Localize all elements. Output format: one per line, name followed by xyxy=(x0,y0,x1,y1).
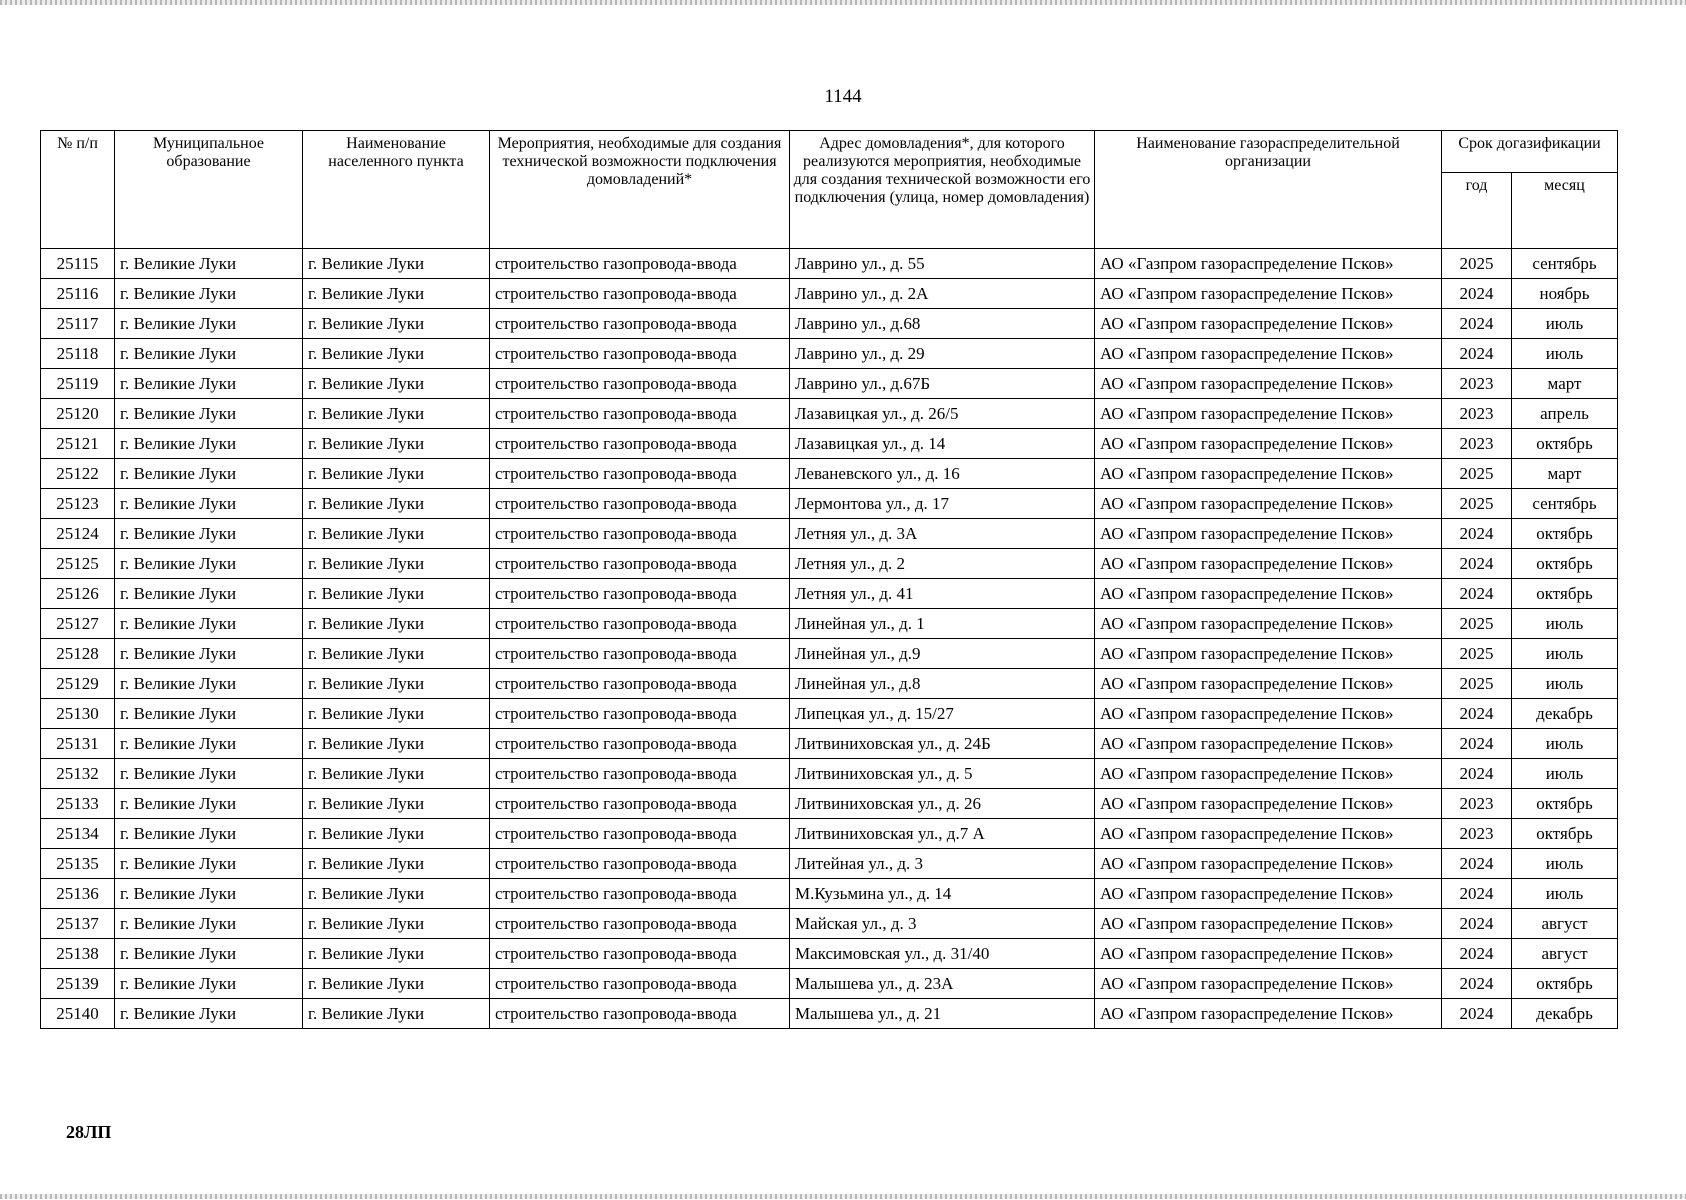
cell-month: сентябрь xyxy=(1512,489,1618,519)
table-row xyxy=(41,519,1618,549)
header-measures: Мероприятия, необходимые для создания технической возможности подключения домовладений* xyxy=(490,131,790,249)
cell-year: 2024 xyxy=(1442,279,1512,309)
cell-month: март xyxy=(1512,459,1618,489)
cell-num: 25126 xyxy=(41,579,115,609)
cell-settlement: г. Великие Луки xyxy=(303,729,490,759)
cell-settlement: г. Великие Луки xyxy=(303,339,490,369)
cell-settlement: г. Великие Луки xyxy=(303,279,490,309)
table-row xyxy=(41,309,1618,339)
cell-measures: строительство газопровода-ввода xyxy=(490,699,790,729)
cell-municipality: г. Великие Луки xyxy=(115,579,303,609)
cell-num: 25118 xyxy=(41,339,115,369)
cell-year: 2023 xyxy=(1442,399,1512,429)
cell-num: 25116 xyxy=(41,279,115,309)
top-scan-edge xyxy=(0,0,1686,5)
cell-municipality: г. Великие Луки xyxy=(115,399,303,429)
cell-measures: строительство газопровода-ввода xyxy=(490,339,790,369)
cell-num: 25119 xyxy=(41,369,115,399)
cell-measures: строительство газопровода-ввода xyxy=(490,909,790,939)
cell-year: 2024 xyxy=(1442,999,1512,1029)
cell-month: октябрь xyxy=(1512,969,1618,999)
cell-settlement: г. Великие Луки xyxy=(303,399,490,429)
cell-organization: АО «Газпром газораспределение Псков» xyxy=(1095,459,1442,489)
cell-measures: строительство газопровода-ввода xyxy=(490,789,790,819)
cell-month: июль xyxy=(1512,669,1618,699)
cell-year: 2025 xyxy=(1442,669,1512,699)
table-row xyxy=(41,639,1618,669)
header-municipality: Муниципальное образование xyxy=(115,131,303,249)
table-row xyxy=(41,249,1618,279)
cell-settlement: г. Великие Луки xyxy=(303,639,490,669)
cell-year: 2024 xyxy=(1442,309,1512,339)
cell-year: 2023 xyxy=(1442,429,1512,459)
cell-address: Малышева ул., д. 23А xyxy=(790,969,1095,999)
cell-address: Лаврино ул., д.67Б xyxy=(790,369,1095,399)
table-row xyxy=(41,669,1618,699)
cell-measures: строительство газопровода-ввода xyxy=(490,549,790,579)
cell-measures: строительство газопровода-ввода xyxy=(490,489,790,519)
cell-municipality: г. Великие Луки xyxy=(115,489,303,519)
cell-address: Литвиниховская ул., д. 24Б xyxy=(790,729,1095,759)
cell-settlement: г. Великие Луки xyxy=(303,759,490,789)
table-row xyxy=(41,429,1618,459)
cell-num: 25132 xyxy=(41,759,115,789)
table-row xyxy=(41,549,1618,579)
cell-num: 25140 xyxy=(41,999,115,1029)
cell-organization: АО «Газпром газораспределение Псков» xyxy=(1095,909,1442,939)
cell-organization: АО «Газпром газораспределение Псков» xyxy=(1095,429,1442,459)
cell-year: 2025 xyxy=(1442,459,1512,489)
cell-year: 2024 xyxy=(1442,579,1512,609)
cell-municipality: г. Великие Луки xyxy=(115,909,303,939)
table-row xyxy=(41,489,1618,519)
cell-month: июль xyxy=(1512,309,1618,339)
cell-municipality: г. Великие Луки xyxy=(115,999,303,1029)
cell-address: Летняя ул., д. 41 xyxy=(790,579,1095,609)
cell-measures: строительство газопровода-ввода xyxy=(490,579,790,609)
cell-num: 25129 xyxy=(41,669,115,699)
cell-municipality: г. Великие Луки xyxy=(115,789,303,819)
cell-address: Малышева ул., д. 21 xyxy=(790,999,1095,1029)
cell-month: ноябрь xyxy=(1512,279,1618,309)
cell-measures: строительство газопровода-ввода xyxy=(490,459,790,489)
cell-address: Лермонтова ул., д. 17 xyxy=(790,489,1095,519)
cell-municipality: г. Великие Луки xyxy=(115,339,303,369)
cell-organization: АО «Газпром газораспределение Псков» xyxy=(1095,789,1442,819)
cell-year: 2023 xyxy=(1442,789,1512,819)
cell-municipality: г. Великие Луки xyxy=(115,939,303,969)
cell-municipality: г. Великие Луки xyxy=(115,309,303,339)
cell-measures: строительство газопровода-ввода xyxy=(490,279,790,309)
cell-address: Липецкая ул., д. 15/27 xyxy=(790,699,1095,729)
cell-month: декабрь xyxy=(1512,699,1618,729)
cell-address: Максимовская ул., д. 31/40 xyxy=(790,939,1095,969)
cell-organization: АО «Газпром газораспределение Псков» xyxy=(1095,579,1442,609)
header-num: № п/п xyxy=(41,131,115,249)
cell-address: Лаврино ул., д. 2А xyxy=(790,279,1095,309)
cell-municipality: г. Великие Луки xyxy=(115,759,303,789)
cell-municipality: г. Великие Луки xyxy=(115,549,303,579)
cell-month: декабрь xyxy=(1512,999,1618,1029)
table-row xyxy=(41,879,1618,909)
cell-address: Летняя ул., д. 2 xyxy=(790,549,1095,579)
cell-measures: строительство газопровода-ввода xyxy=(490,669,790,699)
cell-municipality: г. Великие Луки xyxy=(115,879,303,909)
cell-municipality: г. Великие Луки xyxy=(115,639,303,669)
cell-month: июль xyxy=(1512,849,1618,879)
cell-organization: АО «Газпром газораспределение Псков» xyxy=(1095,639,1442,669)
cell-measures: строительство газопровода-ввода xyxy=(490,249,790,279)
cell-num: 25124 xyxy=(41,519,115,549)
cell-settlement: г. Великие Луки xyxy=(303,699,490,729)
cell-address: Литвиниховская ул., д.7 А xyxy=(790,819,1095,849)
cell-organization: АО «Газпром газораспределение Псков» xyxy=(1095,699,1442,729)
table-row xyxy=(41,579,1618,609)
cell-settlement: г. Великие Луки xyxy=(303,309,490,339)
cell-organization: АО «Газпром газораспределение Псков» xyxy=(1095,849,1442,879)
table-row xyxy=(41,339,1618,369)
cell-municipality: г. Великие Луки xyxy=(115,669,303,699)
cell-organization: АО «Газпром газораспределение Псков» xyxy=(1095,519,1442,549)
cell-municipality: г. Великие Луки xyxy=(115,969,303,999)
cell-year: 2024 xyxy=(1442,549,1512,579)
table-body xyxy=(41,249,1618,1029)
table-header xyxy=(41,131,1618,249)
cell-municipality: г. Великие Луки xyxy=(115,849,303,879)
cell-organization: АО «Газпром газораспределение Псков» xyxy=(1095,939,1442,969)
bottom-scan-edge xyxy=(0,1194,1686,1199)
cell-year: 2025 xyxy=(1442,489,1512,519)
header-year: год xyxy=(1442,173,1512,249)
cell-address: Литвиниховская ул., д. 26 xyxy=(790,789,1095,819)
cell-measures: строительство газопровода-ввода xyxy=(490,639,790,669)
cell-organization: АО «Газпром газораспределение Псков» xyxy=(1095,309,1442,339)
cell-address: Лазавицкая ул., д. 26/5 xyxy=(790,399,1095,429)
cell-num: 25127 xyxy=(41,609,115,639)
cell-measures: строительство газопровода-ввода xyxy=(490,519,790,549)
cell-measures: строительство газопровода-ввода xyxy=(490,819,790,849)
cell-municipality: г. Великие Луки xyxy=(115,699,303,729)
cell-month: июль xyxy=(1512,609,1618,639)
cell-month: сентябрь xyxy=(1512,249,1618,279)
cell-address: Лаврино ул., д. 55 xyxy=(790,249,1095,279)
cell-year: 2024 xyxy=(1442,879,1512,909)
cell-organization: АО «Газпром газораспределение Псков» xyxy=(1095,879,1442,909)
cell-num: 25136 xyxy=(41,879,115,909)
cell-year: 2024 xyxy=(1442,519,1512,549)
cell-settlement: г. Великие Луки xyxy=(303,999,490,1029)
cell-year: 2023 xyxy=(1442,819,1512,849)
footer-code: 28ЛП xyxy=(66,1122,112,1142)
cell-year: 2024 xyxy=(1442,729,1512,759)
header-organization: Наименование газораспределительной организации xyxy=(1095,131,1442,249)
cell-measures: строительство газопровода-ввода xyxy=(490,939,790,969)
cell-address: Линейная ул., д.9 xyxy=(790,639,1095,669)
cell-measures: строительство газопровода-ввода xyxy=(490,849,790,879)
cell-num: 25115 xyxy=(41,249,115,279)
cell-address: Лаврино ул., д.68 xyxy=(790,309,1095,339)
cell-num: 25139 xyxy=(41,969,115,999)
table-row xyxy=(41,729,1618,759)
cell-month: апрель xyxy=(1512,399,1618,429)
cell-month: июль xyxy=(1512,729,1618,759)
cell-address: Литвиниховская ул., д. 5 xyxy=(790,759,1095,789)
cell-month: октябрь xyxy=(1512,819,1618,849)
header-address: Адрес домовладения*, для которого реализуются мероприятия, необходимые для создания технической возможности его подключения (улица, номер домовладения) xyxy=(790,131,1095,249)
cell-month: октябрь xyxy=(1512,579,1618,609)
cell-year: 2024 xyxy=(1442,939,1512,969)
table-row xyxy=(41,909,1618,939)
cell-address: Литейная ул., д. 3 xyxy=(790,849,1095,879)
cell-municipality: г. Великие Луки xyxy=(115,279,303,309)
cell-organization: АО «Газпром газораспределение Псков» xyxy=(1095,999,1442,1029)
cell-address: Линейная ул., д. 1 xyxy=(790,609,1095,639)
cell-measures: строительство газопровода-ввода xyxy=(490,399,790,429)
table-row xyxy=(41,699,1618,729)
cell-organization: АО «Газпром газораспределение Псков» xyxy=(1095,279,1442,309)
cell-organization: АО «Газпром газораспределение Псков» xyxy=(1095,729,1442,759)
cell-organization: АО «Газпром газораспределение Псков» xyxy=(1095,609,1442,639)
cell-settlement: г. Великие Луки xyxy=(303,459,490,489)
cell-year: 2024 xyxy=(1442,759,1512,789)
cell-settlement: г. Великие Луки xyxy=(303,429,490,459)
cell-measures: строительство газопровода-ввода xyxy=(490,609,790,639)
cell-num: 25123 xyxy=(41,489,115,519)
cell-num: 25138 xyxy=(41,939,115,969)
cell-municipality: г. Великие Луки xyxy=(115,249,303,279)
cell-num: 25137 xyxy=(41,909,115,939)
table-row xyxy=(41,849,1618,879)
cell-num: 25134 xyxy=(41,819,115,849)
cell-settlement: г. Великие Луки xyxy=(303,489,490,519)
table-row xyxy=(41,609,1618,639)
cell-municipality: г. Великие Луки xyxy=(115,729,303,759)
cell-address: Летняя ул., д. 3А xyxy=(790,519,1095,549)
cell-year: 2025 xyxy=(1442,609,1512,639)
cell-measures: строительство газопровода-ввода xyxy=(490,429,790,459)
cell-month: октябрь xyxy=(1512,429,1618,459)
cell-municipality: г. Великие Луки xyxy=(115,819,303,849)
cell-year: 2024 xyxy=(1442,909,1512,939)
page-number: 1144 xyxy=(824,86,862,107)
cell-organization: АО «Газпром газораспределение Псков» xyxy=(1095,549,1442,579)
cell-municipality: г. Великие Луки xyxy=(115,609,303,639)
cell-settlement: г. Великие Луки xyxy=(303,819,490,849)
cell-settlement: г. Великие Луки xyxy=(303,519,490,549)
cell-settlement: г. Великие Луки xyxy=(303,909,490,939)
cell-settlement: г. Великие Луки xyxy=(303,879,490,909)
cell-municipality: г. Великие Луки xyxy=(115,369,303,399)
cell-organization: АО «Газпром газораспределение Псков» xyxy=(1095,969,1442,999)
cell-municipality: г. Великие Луки xyxy=(115,519,303,549)
cell-num: 25120 xyxy=(41,399,115,429)
cell-measures: строительство газопровода-ввода xyxy=(490,369,790,399)
cell-num: 25121 xyxy=(41,429,115,459)
table-row xyxy=(41,999,1618,1029)
cell-num: 25125 xyxy=(41,549,115,579)
cell-measures: строительство газопровода-ввода xyxy=(490,879,790,909)
cell-month: октябрь xyxy=(1512,549,1618,579)
cell-measures: строительство газопровода-ввода xyxy=(490,729,790,759)
cell-settlement: г. Великие Луки xyxy=(303,789,490,819)
header-settlement: Наименование населенного пункта xyxy=(303,131,490,249)
cell-measures: строительство газопровода-ввода xyxy=(490,969,790,999)
cell-municipality: г. Великие Луки xyxy=(115,429,303,459)
gasification-table xyxy=(40,130,1618,1029)
cell-settlement: г. Великие Луки xyxy=(303,249,490,279)
cell-settlement: г. Великие Луки xyxy=(303,669,490,699)
cell-address: М.Кузьмина ул., д. 14 xyxy=(790,879,1095,909)
table-row xyxy=(41,969,1618,999)
table-row xyxy=(41,459,1618,489)
cell-organization: АО «Газпром газораспределение Псков» xyxy=(1095,399,1442,429)
cell-address: Майская ул., д. 3 xyxy=(790,909,1095,939)
cell-year: 2025 xyxy=(1442,639,1512,669)
cell-num: 25122 xyxy=(41,459,115,489)
cell-month: июль xyxy=(1512,879,1618,909)
cell-settlement: г. Великие Луки xyxy=(303,849,490,879)
table-row xyxy=(41,369,1618,399)
cell-organization: АО «Газпром газораспределение Псков» xyxy=(1095,339,1442,369)
cell-settlement: г. Великие Луки xyxy=(303,369,490,399)
cell-month: октябрь xyxy=(1512,789,1618,819)
cell-settlement: г. Великие Луки xyxy=(303,609,490,639)
cell-address: Лаврино ул., д. 29 xyxy=(790,339,1095,369)
cell-settlement: г. Великие Луки xyxy=(303,969,490,999)
cell-num: 25135 xyxy=(41,849,115,879)
table-row xyxy=(41,759,1618,789)
cell-measures: строительство газопровода-ввода xyxy=(490,309,790,339)
cell-num: 25117 xyxy=(41,309,115,339)
cell-year: 2025 xyxy=(1442,249,1512,279)
cell-month: октябрь xyxy=(1512,519,1618,549)
table-row xyxy=(41,399,1618,429)
cell-month: июль xyxy=(1512,339,1618,369)
cell-organization: АО «Газпром газораспределение Псков» xyxy=(1095,249,1442,279)
cell-month: июль xyxy=(1512,639,1618,669)
cell-month: август xyxy=(1512,939,1618,969)
cell-organization: АО «Газпром газораспределение Псков» xyxy=(1095,489,1442,519)
cell-settlement: г. Великие Луки xyxy=(303,549,490,579)
cell-measures: строительство газопровода-ввода xyxy=(490,759,790,789)
table-row xyxy=(41,279,1618,309)
cell-month: март xyxy=(1512,369,1618,399)
cell-organization: АО «Газпром газораспределение Псков» xyxy=(1095,369,1442,399)
cell-organization: АО «Газпром газораспределение Псков» xyxy=(1095,759,1442,789)
table-row xyxy=(41,939,1618,969)
cell-settlement: г. Великие Луки xyxy=(303,939,490,969)
cell-address: Леваневского ул., д. 16 xyxy=(790,459,1095,489)
cell-year: 2024 xyxy=(1442,699,1512,729)
cell-organization: АО «Газпром газораспределение Псков» xyxy=(1095,669,1442,699)
cell-settlement: г. Великие Луки xyxy=(303,579,490,609)
cell-num: 25130 xyxy=(41,699,115,729)
cell-address: Лазавицкая ул., д. 14 xyxy=(790,429,1095,459)
cell-num: 25131 xyxy=(41,729,115,759)
cell-year: 2023 xyxy=(1442,369,1512,399)
header-month: месяц xyxy=(1512,173,1618,249)
cell-year: 2024 xyxy=(1442,969,1512,999)
cell-month: июль xyxy=(1512,759,1618,789)
cell-month: август xyxy=(1512,909,1618,939)
cell-address: Линейная ул., д.8 xyxy=(790,669,1095,699)
table-row xyxy=(41,789,1618,819)
cell-measures: строительство газопровода-ввода xyxy=(490,999,790,1029)
header-term: Срок догазификации xyxy=(1442,131,1618,173)
cell-num: 25133 xyxy=(41,789,115,819)
cell-year: 2024 xyxy=(1442,339,1512,369)
table-row xyxy=(41,819,1618,849)
cell-num: 25128 xyxy=(41,639,115,669)
cell-municipality: г. Великие Луки xyxy=(115,459,303,489)
cell-year: 2024 xyxy=(1442,849,1512,879)
cell-organization: АО «Газпром газораспределение Псков» xyxy=(1095,819,1442,849)
